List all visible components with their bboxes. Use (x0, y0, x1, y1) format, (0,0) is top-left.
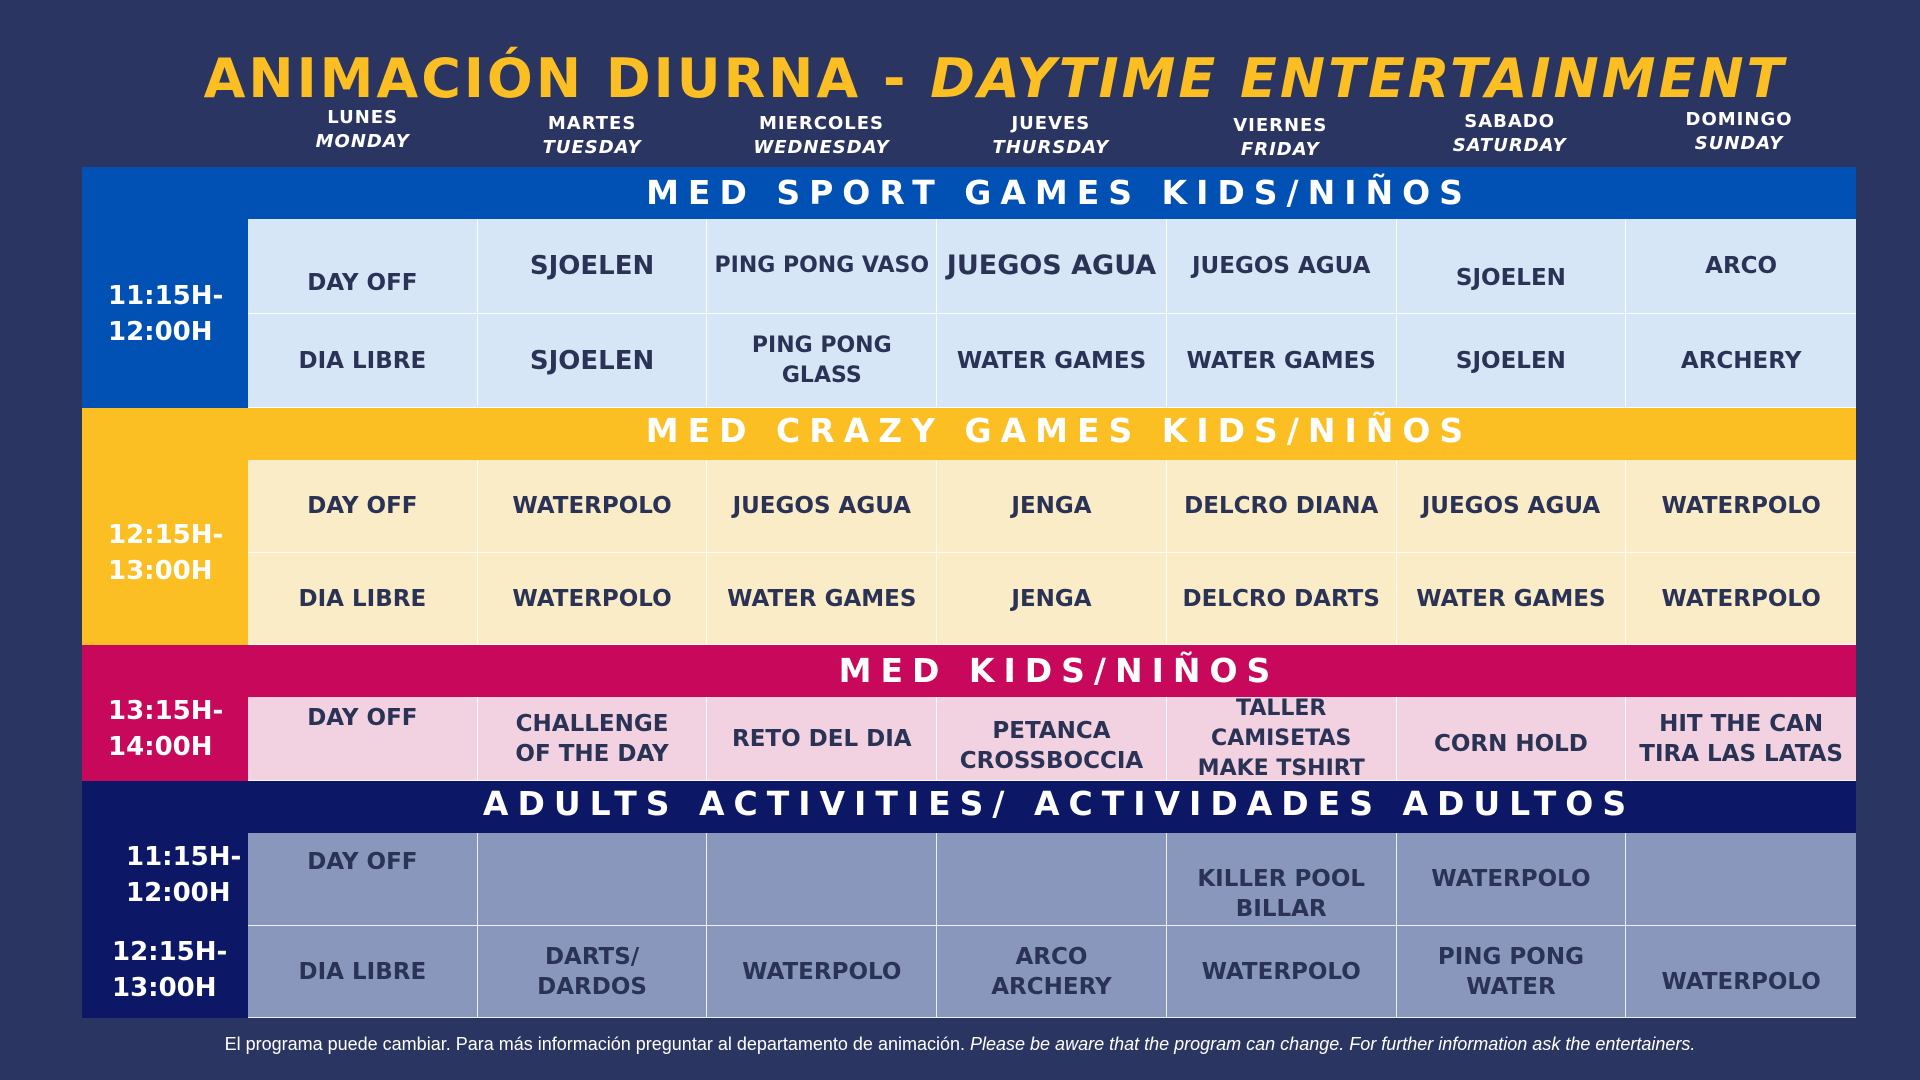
activity-cell (478, 833, 708, 926)
activity-cell: WATERPOLO (1397, 833, 1627, 926)
day-es: DOMINGO (1685, 109, 1793, 130)
day-en: MONDAY (315, 131, 410, 152)
activity-cell: DELCRO DARTS (1167, 553, 1397, 645)
footer-es: El programa puede cambiar. Para más información preguntar al departamento de animación. (224, 1034, 970, 1054)
activity-cell: JUEGOS AGUA (937, 219, 1167, 314)
time-slot-1 (112, 839, 248, 911)
activity-cell: DARTS/ DARDOS (478, 926, 708, 1018)
activity-cell: JENGA (937, 553, 1167, 645)
activity-cell (707, 833, 937, 926)
section-title-kids: MED KIDS/NIÑOS (82, 645, 1856, 697)
activity-cell: WATERPOLO (707, 926, 937, 1018)
footer-en: Please be aware that the program can change. For further information ask the entertainers. (970, 1034, 1696, 1054)
page-title (0, 46, 1920, 112)
schedule-grid-kids (248, 697, 1856, 781)
time-start: 11:15H- (108, 280, 224, 311)
activity-cell: ARCHERY (1626, 314, 1856, 408)
title-en: DAYTIME ENTERTAINMENT (930, 47, 1787, 110)
time-start: 13:15H- (108, 696, 224, 726)
day-es: JUEVES (1011, 113, 1091, 134)
day-sunday (1624, 108, 1853, 164)
activity-cell: WATER GAMES (1167, 314, 1397, 408)
time-end: 12:00H (108, 316, 213, 347)
section-title-sport: MED SPORT GAMES KIDS/NIÑOS (82, 167, 1856, 219)
activity-cell: DIA LIBRE (248, 926, 478, 1018)
day-es: SABADO (1464, 111, 1556, 132)
day-tuesday (477, 112, 706, 164)
activity-cell: TALLER CAMISETAS MAKE TSHIRT (1167, 697, 1397, 781)
activity-cell (1626, 833, 1856, 926)
activity-cell: ARCO (1626, 219, 1856, 314)
day-en: FRIDAY (1240, 139, 1320, 160)
activity-cell: WATERPOLO (1167, 926, 1397, 1018)
day-es: MIERCOLES (758, 113, 884, 134)
time-crazy (82, 460, 248, 645)
activity-cell: PING PONG WATER (1397, 926, 1627, 1018)
activity-cell: RETO DEL DIA (707, 697, 937, 781)
time-start: 12:15H- (108, 519, 224, 550)
activity-cell: HIT THE CAN TIRA LAS LATAS (1626, 697, 1856, 781)
day-en: TUESDAY (542, 137, 642, 158)
day-es: MARTES (547, 113, 637, 134)
day-en: SUNDAY (1694, 133, 1784, 154)
activity-cell: WATERPOLO (1626, 553, 1856, 645)
activity-cell: DAY OFF (248, 219, 478, 314)
activity-cell: PING PONG GLASS (707, 314, 937, 408)
title-es: ANIMACIÓN DIURNA - (203, 47, 931, 110)
time-kids (82, 697, 248, 781)
activity-cell: JUEGOS AGUA (1397, 460, 1627, 553)
schedule-grid-crazy (248, 460, 1856, 645)
activity-cell: SJOELEN (1397, 219, 1627, 314)
activity-cell: DAY OFF (248, 460, 478, 553)
activity-cell: SJOELEN (478, 219, 708, 314)
activity-cell: PETANCA CROSSBOCCIA (937, 697, 1167, 781)
activity-cell: JUEGOS AGUA (1167, 219, 1397, 314)
section-title-crazy: MED CRAZY GAMES KIDS/NIÑOS (82, 408, 1856, 460)
activity-cell: WATERPOLO (1626, 460, 1856, 553)
activity-cell: WATERPOLO (478, 553, 708, 645)
day-saturday (1395, 110, 1624, 164)
activity-cell: KILLER POOL BILLAR (1167, 833, 1397, 926)
activity-cell (937, 833, 1167, 926)
time-end: 13:00H (108, 555, 213, 586)
activity-cell: CORN HOLD (1397, 697, 1627, 781)
time-end: 13:00H (112, 973, 217, 1004)
day-es: LUNES (327, 107, 399, 128)
day-en: WEDNESDAY (753, 137, 890, 158)
activity-cell: WATERPOLO (478, 460, 708, 553)
time-adults (82, 833, 248, 1018)
section-title-adults: ADULTS ACTIVITIES/ ACTIVIDADES ADULTOS (82, 781, 1856, 833)
day-en: THURSDAY (992, 137, 1110, 158)
time-slot-2 (112, 934, 248, 1006)
activity-cell: DAY OFF (248, 833, 478, 926)
activity-cell: ARCO ARCHERY (937, 926, 1167, 1018)
day-en: SATURDAY (1452, 135, 1567, 156)
day-friday (1166, 114, 1395, 164)
time-end: 14:00H (108, 732, 213, 762)
schedule-grid-sport (248, 219, 1856, 408)
day-monday (248, 106, 477, 164)
activity-cell: DAY OFF (248, 697, 478, 781)
activity-cell: DIA LIBRE (248, 553, 478, 645)
activity-cell: JENGA (937, 460, 1167, 553)
activity-cell: DELCRO DIANA (1167, 460, 1397, 553)
activity-cell: JUEGOS AGUA (707, 460, 937, 553)
day-es: VIERNES (1233, 115, 1328, 136)
activity-cell: WATER GAMES (1397, 553, 1627, 645)
schedule-grid-adults (248, 833, 1856, 1018)
day-thursday (936, 112, 1165, 164)
activity-cell: DIA LIBRE (248, 314, 478, 408)
activity-cell: PING PONG VASO (707, 219, 937, 314)
day-wednesday (707, 112, 936, 164)
time-end: 12:00H (126, 877, 231, 908)
activity-cell: WATERPOLO (1626, 926, 1856, 1018)
time-start: 11:15H- (126, 841, 242, 872)
time-start: 12:15H- (112, 937, 228, 968)
activity-cell: SJOELEN (1397, 314, 1627, 408)
time-sport (82, 219, 248, 408)
activity-cell: SJOELEN (478, 314, 708, 408)
footer-note (0, 1030, 1920, 1058)
day-headers (248, 106, 1854, 164)
activity-cell: WATER GAMES (937, 314, 1167, 408)
activity-cell: WATER GAMES (707, 553, 937, 645)
activity-cell: CHALLENGE OF THE DAY (478, 697, 708, 781)
